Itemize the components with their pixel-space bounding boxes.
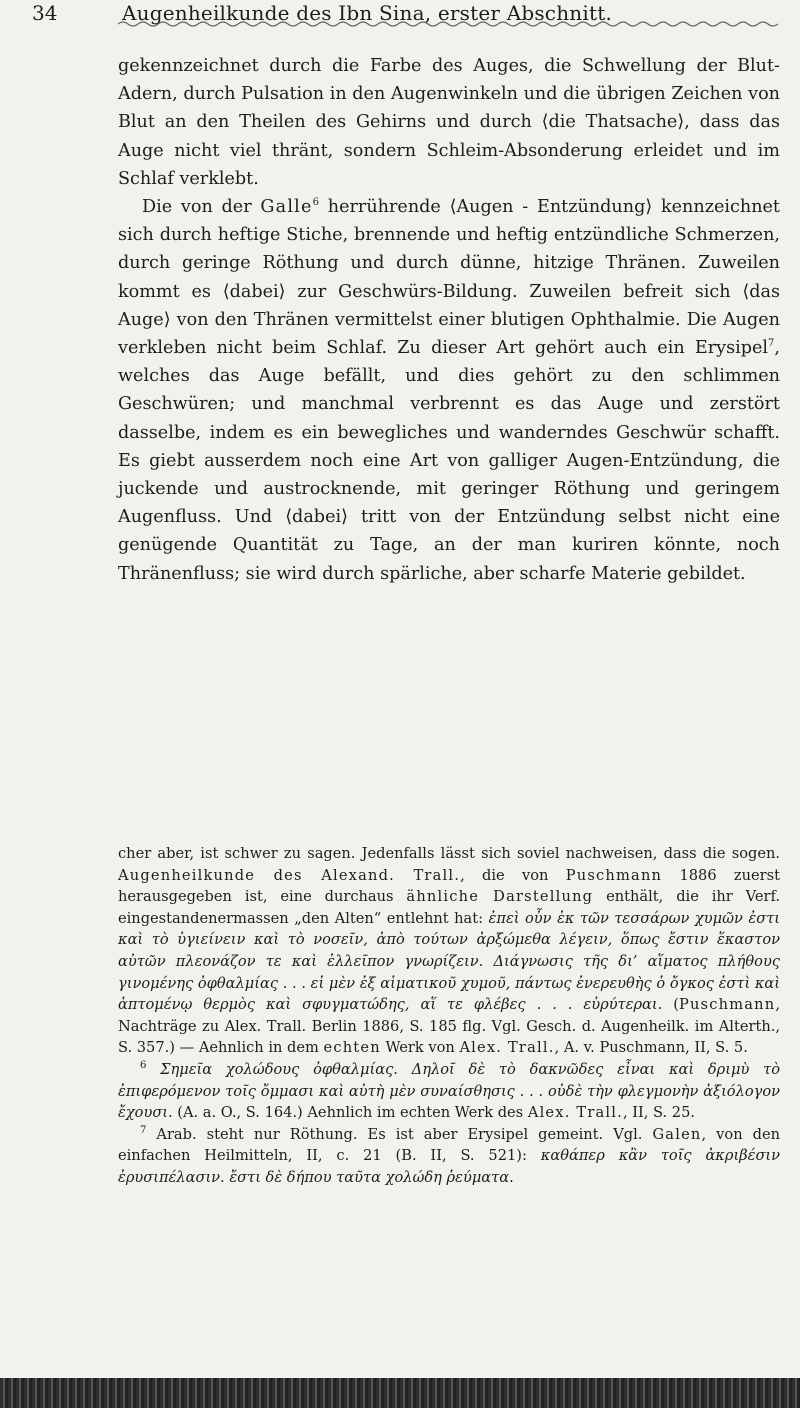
note-text: , Nachträge zu Alex. Trall. Berlin 1886, S. 185 flg. Vgl. Gesch. d. Augenheilk. im Alterth., S. 357.) — Aehnlich in dem	[118, 996, 780, 1057]
note-text: Werk von	[380, 1039, 460, 1057]
scan-edge-band	[0, 1378, 800, 1408]
term-galle: Galle	[260, 197, 313, 218]
author-name: Alex. Trall.	[459, 1039, 555, 1057]
note-text: enthält, die ihr Verf. eingestandenermassen „den Alten“ entlehnt hat:	[118, 888, 781, 927]
text-run: herrührende ⟨Augen - Entzündung⟩ kennzeichnet sich durch heftige Stiche, brennende und heftig entzündliche Schmerzen, durch geringe Röthung und durch dünne, hitzige Thränen. Zuweilen kommt es ⟨dabei⟩ zur Geschwürs-Bildung. Zuweilen befreit sich ⟨das Auge⟩ von den Thränen vermittelst einer blutigen Ophthalmie. Die Augen verkleben nicht beim Schlaf. Zu dieser Art gehört auch ein Erysipel	[118, 197, 781, 359]
decorative-wavy-rule	[118, 20, 778, 28]
footnotes	[118, 843, 780, 1189]
main-text	[118, 52, 780, 588]
note-text: , die von	[460, 866, 566, 884]
note-text: cher aber, ist schwer zu sagen. Jedenfalls lässt sich soviel nachweisen, dass die sogen.	[118, 845, 780, 862]
greek-quote: ἐπεὶ οὖν ἐκ τῶν τεσσάρων χυμῶν ἐστι καὶ τὸ ὑγιείνειν καὶ τὸ νοσεῖν, ἀπὸ τούτων ἀρξώμεθα λέγειν, ὅπως ἔστιν ἕκαστον αὐτῶν πλεονάζον τε καὶ ἐλλεῖπον γνωρίζειν. Διάγνωσις τῆς δι’ αἵματος πλήθους γινομένης ὀφθαλμίας . . . εἰ μὲν ἐξ αἱματικοῦ χυμοῦ, πάντως ἐνερευθὴς ὁ ὄγκος ἐστὶ καὶ ἁπτομένῳ θερμὸς καὶ σφυγματώδης, αἵ τε φλέβες . . . εὐρύτεραι.	[118, 909, 780, 1014]
footnote-7	[118, 1124, 780, 1189]
note-work-title: Augenheilkunde des Alexand. Trall.	[118, 866, 461, 884]
footnote-6	[118, 1059, 780, 1124]
running-title: Augenheilkunde des Ibn Sina, erster Abschnitt.	[122, 1, 613, 25]
note-text: , II, S. 25.	[622, 1104, 696, 1122]
footnote-ref-7[interactable]: 7	[768, 338, 775, 350]
note-text: (	[662, 996, 679, 1014]
author-name: Puschmann	[565, 866, 663, 884]
page-number: 34	[32, 1, 58, 25]
footnote-mark-7: 7	[140, 1124, 147, 1136]
text-run: Die von der	[142, 197, 261, 218]
greek-quote: καθάπερ κἂν τοῖς ἀκριβέσιν ἐρυσιπέλασιν. ἔστι δὲ δήπου ταῦτα χολώδη ῥεύματα.	[118, 1147, 781, 1186]
note-text: , von den einfachen Heilmitteln, II, c. 21 (B. II, S. 521):	[118, 1125, 781, 1165]
greek-quote: Σημεῖα χολώδους ὀφθαλμίας. Δηλοῖ δὲ τὸ δακνῶδες εἶναι καὶ δριμὺ τὸ ἐπιφερόμενον τοῖς ὄμμασι καὶ αὐτὴ μὲν συναίσθησις . . . οὐδὲ τὴν φλεγμονὴν ἀξιόλογον ἔχουσι.	[118, 1060, 780, 1122]
note-emphasis: echten	[323, 1039, 381, 1057]
paragraph-bile-inflammation	[118, 193, 780, 588]
author-name: Puschmann	[678, 996, 776, 1014]
text-run: , welches das Auge befällt, und dies gehört zu den schlimmen Geschwüren; und manchmal verbrennt es das Auge und zerstört dasselbe, indem es ein bewegliches und wanderndes Geschwür schafft. Es giebt ausserdem noch eine Art von galliger Augen-Entzündung, die juckende und austrocknende, mit geringer Röthung und geringem Augenfluss. Und ⟨dabei⟩ tritt von der Entzündung selbst nicht eine genügende Quantität zu Tage, an der man kuriren könnte, noch Thränenfluss; sie wird durch spärliche, aber scharfe Materie gebildet.	[118, 338, 780, 584]
paragraph-continuation: gekennzeichnet durch die Farbe des Auges, die Schwellung der Blut-Adern, durch Pulsation in den Augenwinkeln und die übrigen Zeichen von Blut an den Theilen des Gehirns und durch ⟨die Thatsache⟩, dass das Auge nicht viel thränt, sondern Schleim-Absonderung erleidet und im Schlaf verklebt.	[118, 56, 780, 189]
footnote-ref-6[interactable]: 6	[312, 197, 319, 209]
footnote-continuation	[118, 843, 780, 1059]
author-name: Alex. Trall.	[527, 1104, 623, 1122]
author-name: Galen	[652, 1125, 702, 1143]
note-text: Arab. steht nur Röthung. Es ist aber Erysipel gemeint. Vgl.	[156, 1125, 653, 1143]
note-text: , A. v. Puschmann, II, S. 5.	[554, 1039, 748, 1057]
note-emphasis: ähnliche Darstellung	[406, 888, 594, 906]
note-text: (A. a. O., S. 164.) Aehnlich im echten Werk des	[172, 1104, 528, 1122]
footnote-mark-6: 6	[140, 1060, 147, 1072]
note-text: 1886 zuerst herausgegeben ist, eine durchaus	[118, 866, 780, 906]
